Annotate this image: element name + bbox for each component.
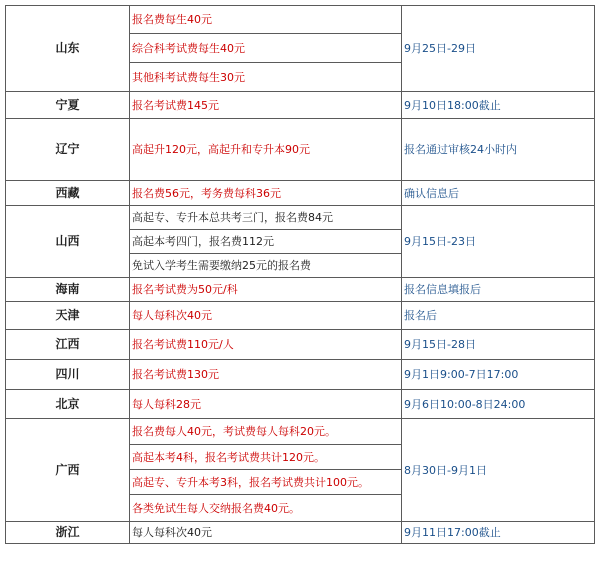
province-cell: 山东 xyxy=(6,6,130,92)
province-cell: 广西 xyxy=(6,419,130,522)
time-cell: 9月6日10:00-8日24:00 xyxy=(402,390,595,419)
fee-cell: 每人每科28元 xyxy=(130,390,402,419)
time-cell: 9月15日-28日 xyxy=(402,330,595,360)
fee-cell: 每人每科次40元 xyxy=(130,522,402,544)
time-cell: 9月11日17:00截止 xyxy=(402,522,595,544)
table-row xyxy=(6,206,595,230)
province-cell: 海南 xyxy=(6,278,130,302)
table-row xyxy=(6,6,595,34)
time-cell: 报名后 xyxy=(402,302,595,330)
province-cell: 西藏 xyxy=(6,181,130,206)
fee-cell: 报名费每生40元 xyxy=(130,6,402,34)
fee-cell: 综合科考试费每生40元 xyxy=(130,34,402,63)
table-row xyxy=(6,330,595,360)
fee-cell: 高起专、专升本总共考三门，报名费84元 xyxy=(130,206,402,230)
fee-cell: 每人每科次40元 xyxy=(130,302,402,330)
table-row xyxy=(6,119,595,181)
time-cell: 9月25日-29日 xyxy=(402,6,595,92)
time-cell: 报名信息填报后 xyxy=(402,278,595,302)
time-cell: 9月1日9:00-7日17:00 xyxy=(402,360,595,390)
table-row xyxy=(6,92,595,119)
fee-cell: 报名费每人40元，考试费每人每科20元。 xyxy=(130,419,402,445)
fee-cell: 高起本考4科，报名考试费共计120元。 xyxy=(130,445,402,470)
table-row xyxy=(6,390,595,419)
table-row xyxy=(6,278,595,302)
fee-cell: 报名考试费130元 xyxy=(130,360,402,390)
province-cell: 北京 xyxy=(6,390,130,419)
table-row xyxy=(6,522,595,544)
table-row xyxy=(6,360,595,390)
fee-cell: 各类免试生每人交纳报名费40元。 xyxy=(130,495,402,522)
fee-cell: 高起专、专升本考3科，报名考试费共计100元。 xyxy=(130,470,402,495)
province-cell: 天津 xyxy=(6,302,130,330)
table-row xyxy=(6,302,595,330)
province-cell: 江西 xyxy=(6,330,130,360)
table-row xyxy=(6,181,595,206)
fee-table xyxy=(5,5,595,544)
time-cell: 8月30日-9月1日 xyxy=(402,419,595,522)
fee-cell: 高起升120元，高起升和专升本90元 xyxy=(130,119,402,181)
province-cell: 辽宁 xyxy=(6,119,130,181)
fee-cell: 免试入学考生需要缴纳25元的报名费 xyxy=(130,254,402,278)
fee-cell: 报名费56元，考务费每科36元 xyxy=(130,181,402,206)
fee-cell: 其他科考试费每生30元 xyxy=(130,63,402,92)
fee-cell: 报名考试费110元/人 xyxy=(130,330,402,360)
table-row xyxy=(6,419,595,445)
time-cell: 9月10日18:00截止 xyxy=(402,92,595,119)
fee-cell: 高起本考四门，报名费112元 xyxy=(130,230,402,254)
province-cell: 宁夏 xyxy=(6,92,130,119)
fee-cell: 报名考试费145元 xyxy=(130,92,402,119)
province-cell: 四川 xyxy=(6,360,130,390)
province-cell: 山西 xyxy=(6,206,130,278)
fee-cell: 报名考试费为50元/科 xyxy=(130,278,402,302)
province-cell: 浙江 xyxy=(6,522,130,544)
time-cell: 报名通过审核24小时内 xyxy=(402,119,595,181)
time-cell: 9月15日-23日 xyxy=(402,206,595,278)
time-cell: 确认信息后 xyxy=(402,181,595,206)
